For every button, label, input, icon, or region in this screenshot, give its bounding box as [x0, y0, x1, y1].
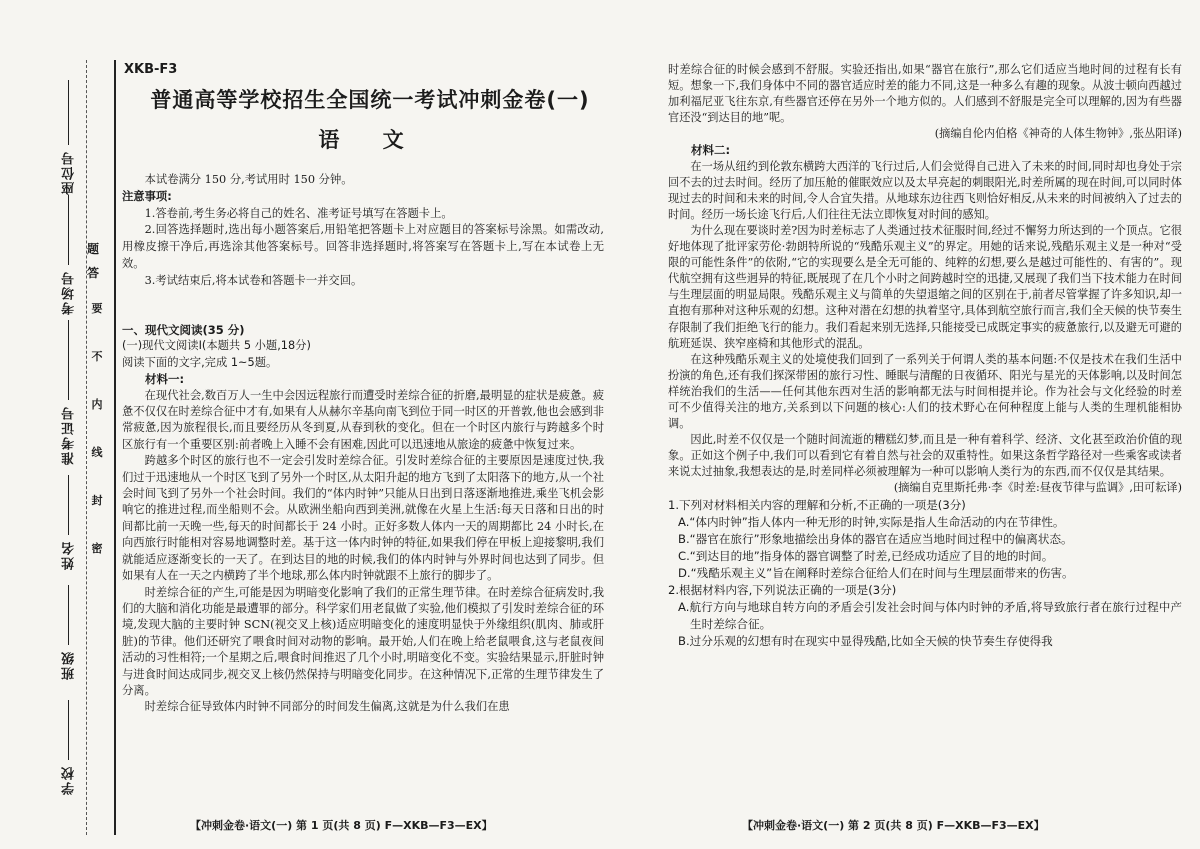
- subject-title: 语 文: [318, 128, 422, 152]
- note-item: 3.考试结束后,将本试卷和答题卡一并交回。: [144, 273, 363, 287]
- blank-line: [68, 475, 69, 535]
- seal-notice: [83, 242, 103, 280]
- notes-title: 注意事项:: [122, 189, 172, 203]
- material-paragraph: 在一场从纽约到伦敦东横跨大西洋的飞行过后,人们会觉得自己进入了未来的时间,同时却也身处于宗回不去的过去时间。经历了加压舱的催眠效应以及太早亮起的刺眼阳光,时差所属的现在时间,可以同时体现过去的时间和未来的时间,令人合宜失措。从地球东边往西飞则恰好相反,从未来的时间被纳入了过去的时间。经历一场长途飞行后,人们往往无法立即恢复对时间的感知。: [668, 159, 1182, 221]
- blank-line: [68, 195, 69, 265]
- blank-line: [68, 80, 69, 145]
- note-item: 2.回答选择题时,选出每小题答案后,用铅笔把答题卡上对应题目的答案标号涂黑。如需改动,用橡皮擦干净后,再选涂其他答案标号。回答非选择题时,将答案写在答题卡上,写在本试卷上无效。: [122, 223, 604, 270]
- question-stem: 1.下列对材料相关内容的理解和分析,不正确的一项是(3分): [668, 497, 966, 512]
- material-paragraph: 时差综合征的时候会感到不舒服。实验还指出,如果“器官在旅行”,那么它们适应当地时间的过程有长有短。想象一下,我们身体中不同的器官适应时差的能力不同,这是一种多么有趣的现象。从波士顿向西越过加利福尼亚飞往东京,有些器官还停在另外一个地方似的。人们感到不舒服是完全可以理解的,因为有些器官还没“到达目的地”呢。: [668, 63, 1182, 125]
- blank-line: [68, 585, 69, 645]
- material-paragraph: 在这种残酷乐观主义的处境使我们回到了一系列关于何谓人类的基本问题:不仅是技术在我们生活中扮演的角色,还有我们探深带困的旅行习性、睡眠与清醒的日夜循环、阳光与星光的天体影响,以及时间怎样统治我们的生活——任何其他东西对生活的影响都无法与时间相提并论。作为社会与文化经验的时差可不少值得关注的地方,关系到以下问题的核心:人们的技术野心在何种程度上能与人类的生理机能相协调。: [668, 352, 1182, 431]
- blank-line: [68, 320, 69, 400]
- material-paragraph: 跨越多个时区的旅行也不一定会引发时差综合征。引发时差综合征的主要原因是速度过快,我们过于迅速地从一个时区飞到了另外一个时区,从太阳升起的地方飞到了太阳落下的地方,从一个社会时间飞到了另外一个社会时间。我们的“体内时钟”只能从日出到日落逐渐地推进,乘坐飞机会影响它的推进过程,而坐船则不会。从欧洲坐船向西到美洲,就像在火星上生活:每天日落和日出的时间都比前一天晚一些,每天的时间都长于 24 小时。正好多数人体内一天的周期都比 24 小时长,在向西旅行时能相对容易地调整时差。基于这一体内时钟的特征,如果我们停在甲板上迎接黎明,我们就能适应逐渐变长的一天了。在到达目的地的时候,我们的体内时钟与外界时间也达到了同步。但如果有人在一天之内横跨了半个地球,那么体内时钟就跟不上旅行的脚步了。: [122, 454, 604, 583]
- binding-label-room: 考场号: [62, 270, 77, 315]
- material-paragraph: 时差综合征的产生,可能是因为明暗变化影响了我们的正常生理节律。在时差综合征病发时,我们的大脑和消化功能是最遭罪的部分。科学家们用老鼠做了实验,他们模拟了引发时差综合征的环境,发现大脑的主要时钟 SCN(视交叉上核)适应明暗变化的速度明显快于外缘组织(肌肉、肺或肝脏)的节律。他们还研究了喂食时间对动物的影响。最开始,人们在晚上给老鼠喂食,这与老鼠夜间活动的习性相符;一个星期之后,喂食时间推迟了几个小时,明暗变化不变。实验结果显示,肝脏时钟与进食时间达成同步,视交叉上核仍然保持与明暗变化同步。在这种情况下,正常的生理节律发生了分离。: [122, 585, 604, 697]
- binding-label-ticket: 准考证号: [62, 405, 77, 465]
- seal-notice-column: [87, 300, 107, 556]
- option-b: B.过分乐观的幻想有时在现实中显得残酷,比如全天候的快节奏生存使得我: [678, 633, 1053, 648]
- seal-char: 内: [91, 398, 103, 411]
- seal-char: 题: [86, 242, 99, 256]
- reading-instruction: 阅读下面的文字,完成 1~5题。: [122, 355, 278, 369]
- page-footer-left: 【冲刺金卷·语文(一) 第 1 页(共 8 页) F—XKB—F3—EX】: [190, 819, 493, 832]
- seal-char: 要: [91, 302, 103, 315]
- material-one-source: (摘编自伦内伯格《神奇的人体生物钟》,张丛阳译): [934, 127, 1182, 141]
- binding-label-class: 班级: [62, 650, 77, 680]
- material-paragraph: 为什么现在要谈时差?因为时差标志了人类通过技术征服时间,经过不懈努力所达到的一个顶点。它很好地体现了批评家劳伦·勃朗特所说的“残酷乐观主义”的界定。用她的话来说,残酷乐观主义是一种对“受限的可能性条件”的依附,“它的实现要么是全无可能的、纯粹的幻想,要么是越过可能性的、有害的”。现代航空拥有这些迥异的特征,既展现了在几个小时之间跨越时空的迅捷,又展现了我们当下技术能力在时间与生理层面的明显局限。残酷乐观主义与简单的失望退缩之间的区别在于,前者尽管掌握了许多知识,却一直抱有那种对这种乐观的幻想。这种对潜在幻想的执着坚守,具体到航空旅行而言,我们全天候的快节奏生存限制了我们拒绝飞行的能力。我们看起来别无选择,只能接受已成既定事实的疲惫旅行,以及避无可避的航班延误、狭窄座椅和其他形式的混乱。: [668, 223, 1182, 350]
- question-2: [668, 582, 1182, 650]
- blank-line: [68, 700, 69, 760]
- binding-border-line: [114, 60, 116, 835]
- material-two-label: 材料二:: [691, 143, 731, 158]
- material-paragraph: 在现代社会,数百万人一生中会因远程旅行而遭受时差综合征的折磨,最明显的症状是疲惫。疲惫不仅仅在时差综合征中才有,如果有人从赫尔辛基向南飞到位于同一时区的开普敦,他也会感到非常疲惫,因为旅程很长,而且要经历从冬到夏,从春到秋的变化。但在一个时区内旅行与跨越多个时区旅行有一个重要区别:前者晚上入睡不会有困难,因此可以迅速地从旅途的疲惫中恢复过来。: [122, 388, 604, 451]
- material-paragraph: 因此,时差不仅仅是一个随时间流逝的糟糕幻梦,而且是一种有着科学、经济、文化甚至政治价值的现象。正如这个例子中,我们可以看到它有着自然与社会的双重特性。如果这条哲学路径对一些乘客或读者来说太过抽象,我想表达的是,时差同样必须被理解为一种可以影响人类行为的东西,而不仅仅是其结果。: [668, 433, 1182, 479]
- option-c: C.“到达目的地”指身体的器官调整了时差,已经成功适应了目的地的时间。: [678, 548, 1054, 563]
- subsection-heading: (一)现代文阅读Ⅰ(本题共 5 小题,18分): [122, 339, 311, 353]
- material-two-source: (摘编自克里斯托弗·李《时差:昼夜节律与监调》,田可耘译): [893, 481, 1182, 495]
- binding-label-seat: 座位号: [62, 150, 77, 195]
- option-d: D.“残酷乐观主义”旨在阐释时差综合征给人们在时间与生理层面带来的伤害。: [678, 565, 1074, 580]
- seal-char: 线: [91, 446, 103, 459]
- seal-char: 答: [86, 266, 99, 280]
- exam-title: 普通高等学校招生全国统一考试冲刺金卷(一): [150, 88, 590, 112]
- section-heading: 一、现代文阅读(35 分): [122, 323, 245, 337]
- material-paragraph: 时差综合征导致体内时钟不同部分的时间发生偏离,这就是为什么我们在患: [144, 700, 510, 714]
- reading-section-page1: [122, 322, 604, 716]
- reading-section-page2: [668, 62, 1182, 650]
- score-note: 本试卷满分 150 分,考试用时 150 分钟。: [144, 173, 353, 186]
- seal-char: 不: [91, 350, 103, 363]
- paper-code: XKB-F3: [124, 62, 178, 77]
- question-stem: 2.根据材料内容,下列说法正确的一项是(3分): [668, 582, 897, 597]
- seal-char: 封: [91, 494, 103, 507]
- binding-label-name: 姓名: [62, 540, 77, 570]
- option-a: A.“体内时钟”指人体内一种无形的时钟,实际是指人生命活动的内在节律性。: [678, 514, 1065, 529]
- binding-label-school: 学校: [62, 765, 77, 795]
- question-1: [668, 497, 1182, 582]
- note-item: 1.答卷前,考生务必将自己的姓名、准考证号填写在答题卡上。: [144, 206, 453, 220]
- seal-char: 密: [91, 542, 103, 555]
- option-a: A.航行方向与地球自转方向的矛盾会引发社会时间与体内时钟的矛盾,将导致旅行者在旅行过程中产生时差综合征。: [678, 599, 1182, 631]
- material-one-label: 材料一:: [145, 372, 185, 387]
- page-footer-right: 【冲刺金卷·语文(一) 第 2 页(共 8 页) F—XKB—F3—EX】: [742, 819, 1045, 832]
- option-b: B.“器官在旅行”形象地描绘出身体的器官在适应当地时间过程中的偏离状态。: [678, 531, 1073, 546]
- exam-instructions: [122, 172, 604, 290]
